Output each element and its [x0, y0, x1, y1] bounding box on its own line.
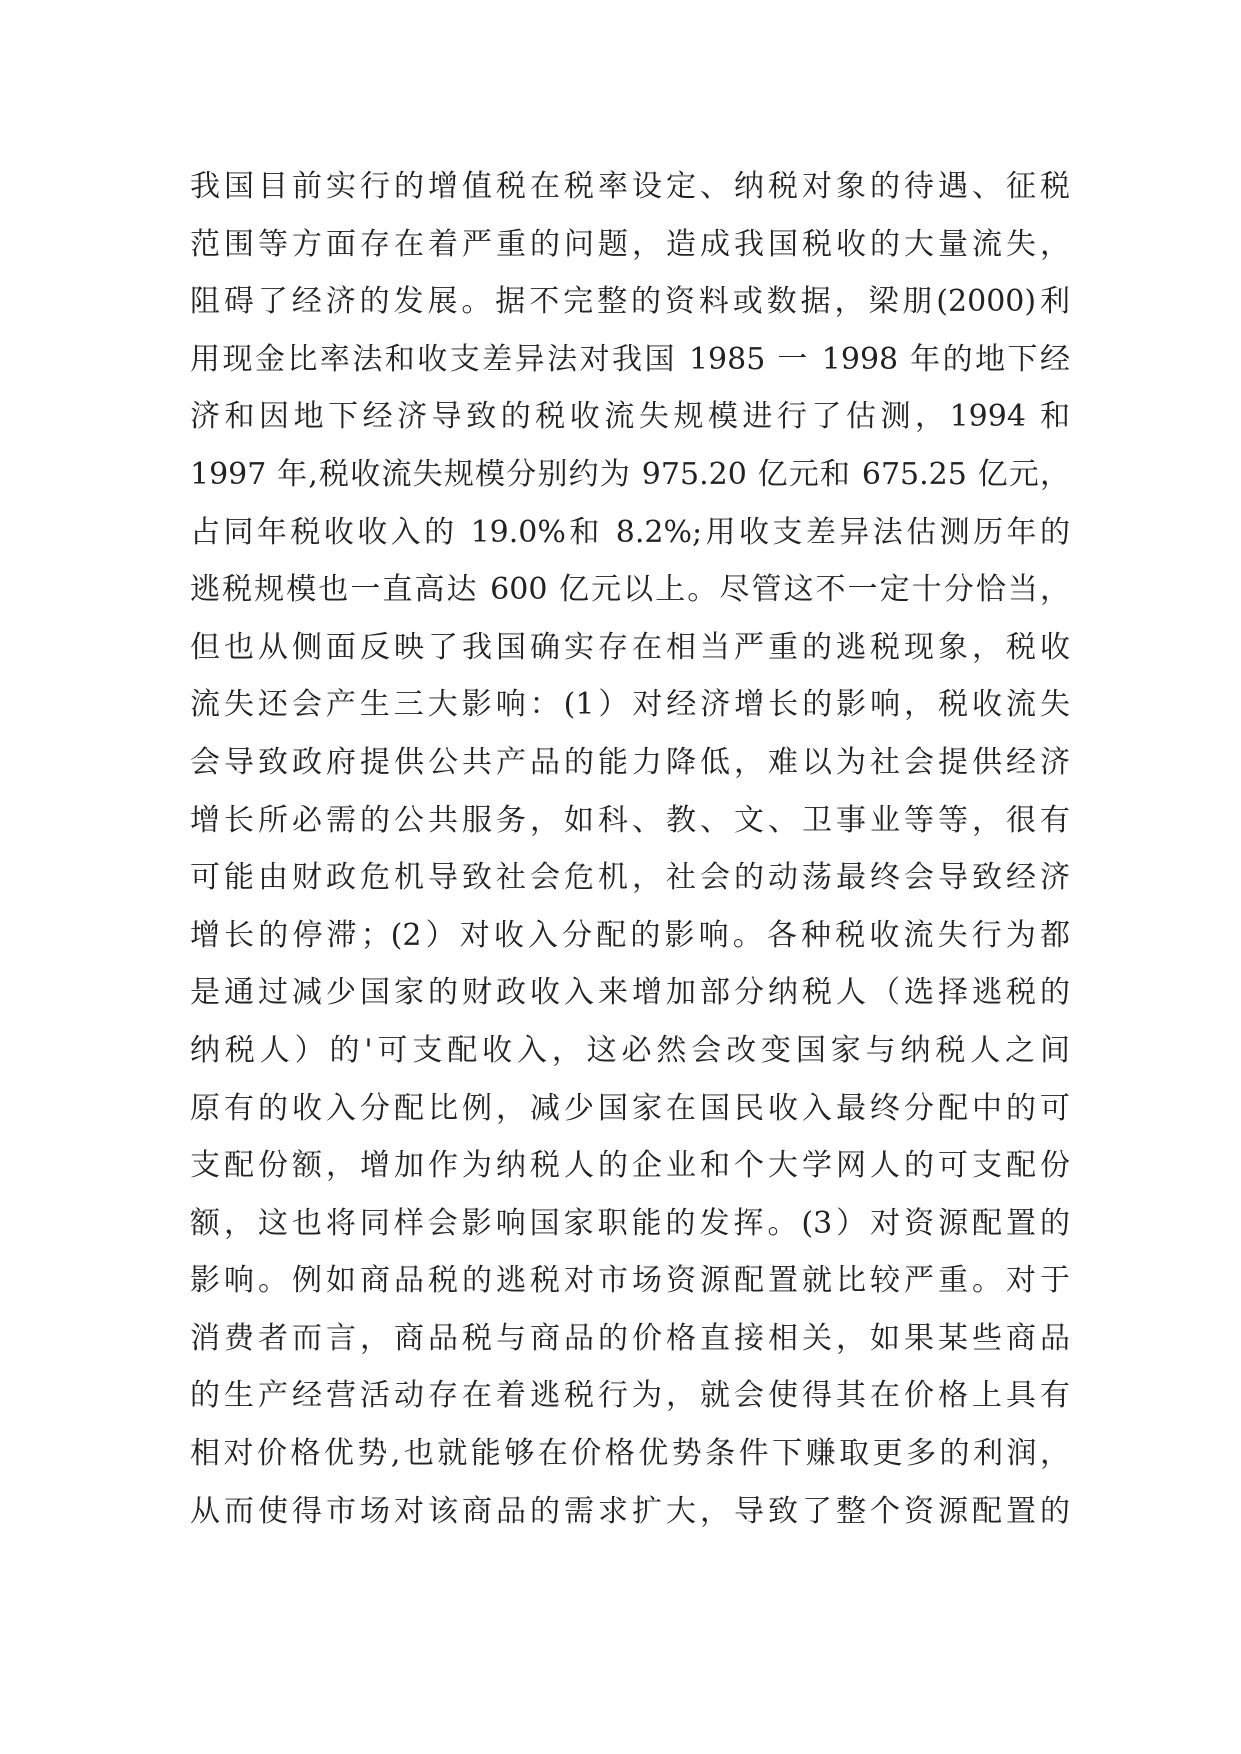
text-line: 增长的停滞；(2）对收入分配的影响。各种税收流失行为都 — [190, 917, 1070, 953]
body-paragraph — [190, 158, 1070, 1540]
text-line: 原有的收入分配比例，减少国家在国民收入最终分配中的可 — [190, 1090, 1070, 1126]
text-line: 从而使得市场对该商品的需求扩大，导致了整个资源配置的 — [190, 1493, 1070, 1529]
text-line: 影响。例如商品税的逃税对市场资源配置就比较严重。对于 — [190, 1263, 1070, 1299]
text-line: 是通过减少国家的财政收入来增加部分纳税人（选择逃税的 — [190, 975, 1070, 1011]
text-line: 占同年税收收入的 19.0%和 8.2%;用收支差异法估测历年的 — [190, 514, 1070, 550]
text-line: 济和因地下经济导致的税收流失规模进行了估测，1994 和 — [190, 399, 1070, 435]
text-line: 相对价格优势,也就能够在价格优势条件下赚取更多的利润， — [190, 1436, 1070, 1472]
text-line: 可能由财政危机导致社会危机，社会的动荡最终会导致经济 — [190, 860, 1070, 896]
text-line: 但也从侧面反映了我国确实存在相当严重的逃税现象，税收 — [190, 629, 1070, 665]
text-line: 逃税规模也一直高达 600 亿元以上。尽管这不一定十分恰当， — [190, 572, 1070, 608]
text-line: 消费者而言，商品税与商品的价格直接相关，如果某些商品 — [190, 1320, 1070, 1356]
text-line: 1997 年,税收流失规模分别约为 975.20 亿元和 675.25 亿元， — [190, 456, 1070, 492]
text-line: 范围等方面存在着严重的问题，造成我国税收的大量流失， — [190, 226, 1070, 262]
text-line: 用现金比率法和收支差异法对我国 1985 一 1998 年的地下经 — [190, 341, 1070, 377]
text-line: 流失还会产生三大影响：(1）对经济增长的影响，税收流失 — [190, 687, 1070, 723]
text-line: 额，这也将同样会影响国家职能的发挥。(3）对资源配置的 — [190, 1205, 1070, 1241]
text-line: 纳税人）的'可支配收入，这必然会改变国家与纳税人之间 — [190, 1032, 1070, 1068]
text-line: 的生产经营活动存在着逃税行为，就会使得其在价格上具有 — [190, 1378, 1070, 1414]
text-line: 我国目前实行的增值税在税率设定、纳税对象的待遇、征税 — [190, 169, 1070, 204]
text-line: 会导致政府提供公共产品的能力降低，难以为社会提供经济 — [190, 744, 1070, 780]
text-line: 增长所必需的公共服务，如科、教、文、卫事业等等，很有 — [190, 802, 1070, 838]
text-line: 阻碍了经济的发展。据不完整的资料或数据，梁朋(2000)利 — [190, 284, 1070, 320]
text-line: 支配份额，增加作为纳税人的企业和个大学网人的可支配份 — [190, 1148, 1070, 1184]
